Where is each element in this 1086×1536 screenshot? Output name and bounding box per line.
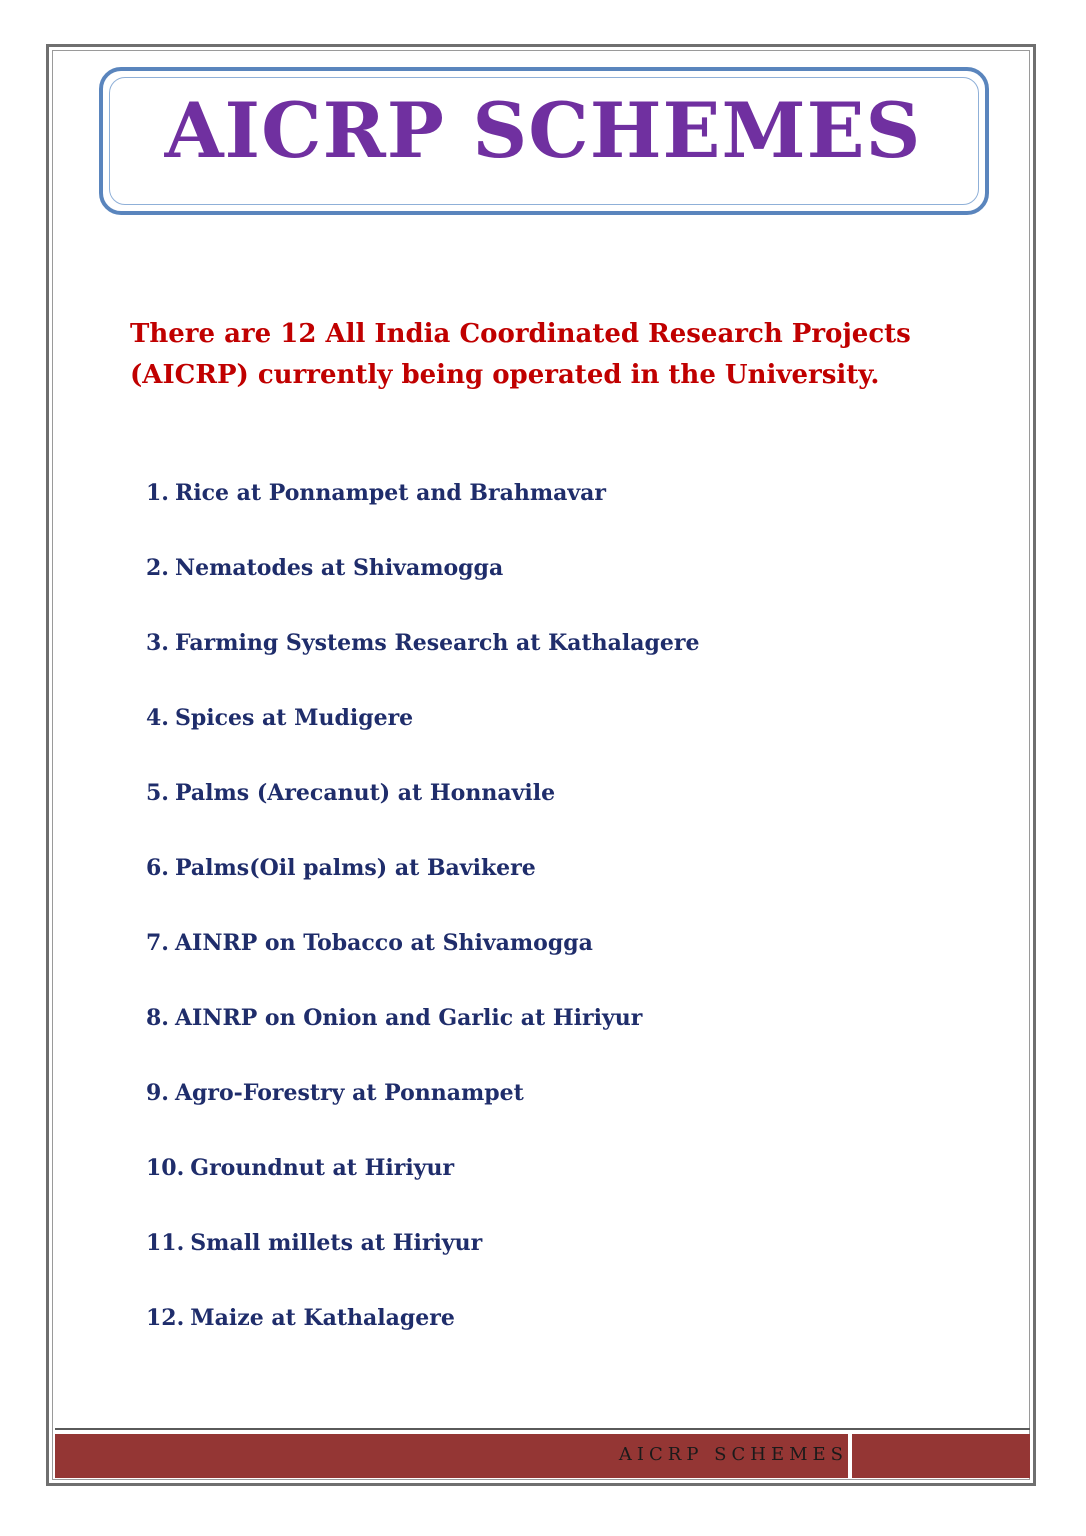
footer-divider (848, 1434, 852, 1478)
list-item-number: 1. (146, 480, 169, 506)
list-item (146, 700, 699, 775)
list-item (146, 1150, 699, 1225)
scheme-list (146, 475, 699, 1375)
list-item-label: Palms(Oil palms) at Bavikere (174, 855, 536, 881)
list-item (146, 625, 699, 700)
list-item-label: Agro-Forestry at Ponnampet (174, 1080, 524, 1106)
list-item-label: Maize at Kathalagere (190, 1305, 455, 1331)
list-item (146, 1000, 699, 1075)
list-item-number: 3. (146, 630, 169, 656)
list-item-label: Spices at Mudigere (174, 705, 414, 731)
list-item-number: 2. (146, 555, 169, 581)
list-item-label: AINRP on Tobacco at Shivamogga (174, 930, 593, 956)
footer-rule (55, 1428, 1030, 1430)
list-item-number: 5. (146, 780, 169, 806)
list-item-number: 4. (146, 705, 169, 731)
list-item (146, 1075, 699, 1150)
list-item-label: AINRP on Onion and Garlic at Hiriyur (174, 1005, 643, 1031)
list-item (146, 550, 699, 625)
list-item (146, 925, 699, 1000)
list-item-number: 12. (146, 1305, 185, 1331)
list-item (146, 1225, 699, 1300)
list-item-number: 7. (146, 930, 169, 956)
list-item-number: 8. (146, 1005, 169, 1031)
intro-paragraph: There are 12 All India Coordinated Research Projects (AICRP) currently being operated in the University. (130, 319, 911, 390)
footer-label: AICRP SCHEMES (618, 1444, 848, 1465)
list-item-number: 6. (146, 855, 169, 881)
list-item (146, 775, 699, 850)
list-item-label: Rice at Ponnampet and Brahmavar (174, 480, 606, 506)
list-item-label: Nematodes at Shivamogga (174, 555, 504, 581)
list-item (146, 1300, 699, 1375)
list-item-label: Palms (Arecanut) at Honnavile (174, 780, 556, 806)
list-item (146, 850, 699, 925)
list-item (146, 475, 699, 550)
page-title: AICRP SCHEMES (164, 86, 922, 175)
list-item-label: Farming Systems Research at Kathalagere (174, 630, 700, 656)
list-item-number: 10. (146, 1155, 185, 1181)
list-item-number: 11. (146, 1230, 185, 1256)
list-item-label: Small millets at Hiriyur (190, 1230, 483, 1256)
list-item-label: Groundnut at Hiriyur (190, 1155, 455, 1181)
list-item-number: 9. (146, 1080, 169, 1106)
